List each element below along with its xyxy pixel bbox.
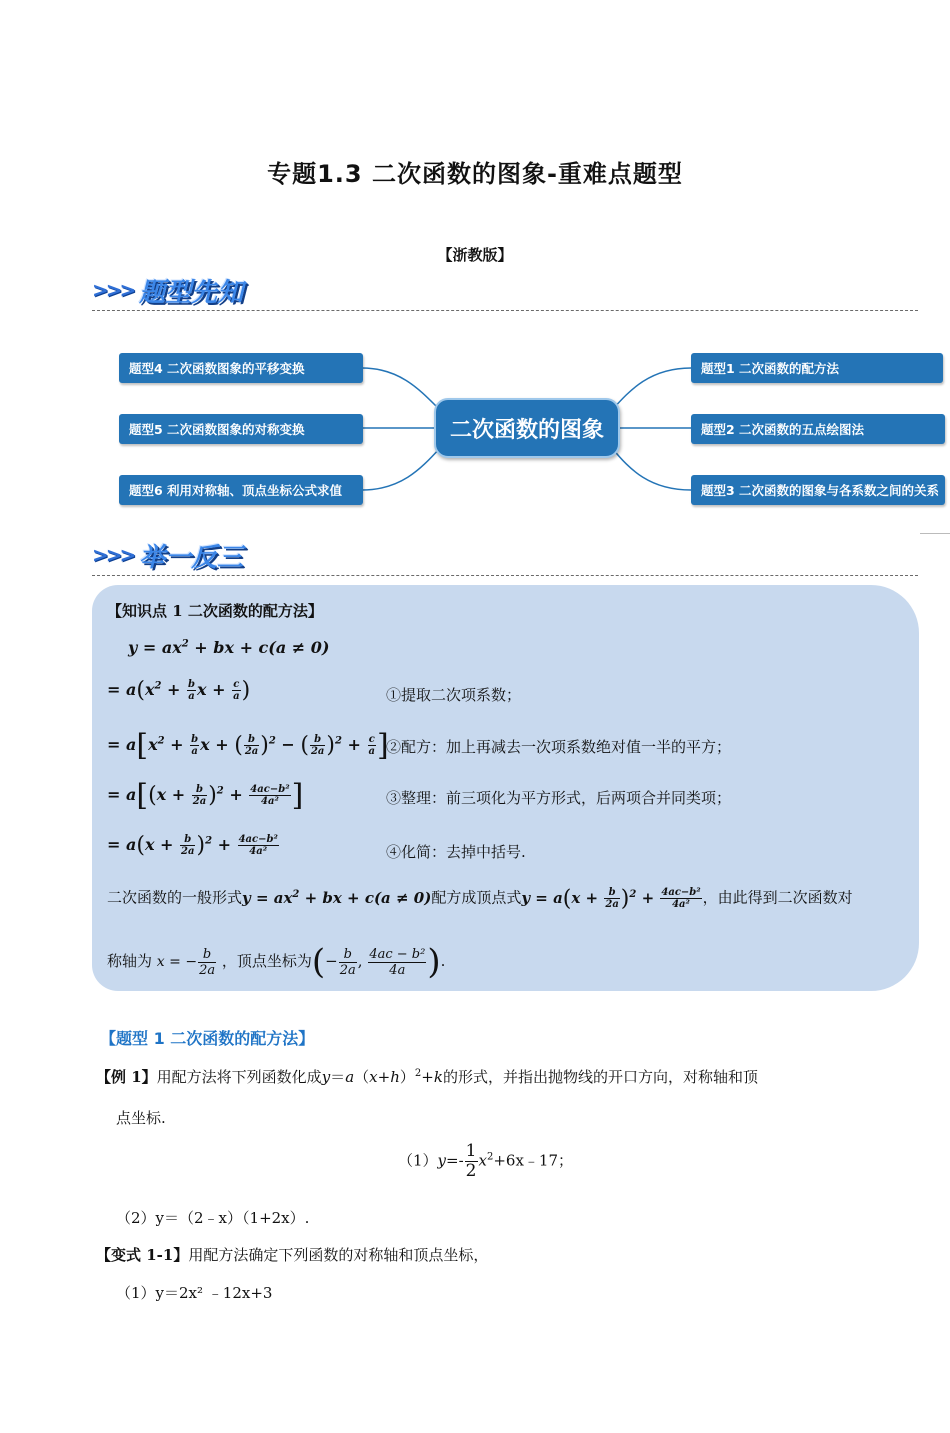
page-edge-line [920, 533, 950, 534]
vertex-label: ，顶点坐标为 [221, 952, 312, 970]
triple-arrow-icon: >>> [92, 278, 134, 302]
mindmap-node-type4: 题型4 二次函数图象的平移变换 [119, 353, 363, 383]
mindmap-node-type3: 题型3 二次函数的图象与各系数之间的关系 [691, 475, 945, 505]
mindmap-node-type2: 题型2 二次函数的五点绘图法 [691, 414, 945, 444]
type1-title: 【题型 1 二次函数的配方法】 [100, 1029, 315, 1048]
divider [92, 575, 918, 576]
formula-step2: = $a[x^2$ + $\frac{b}{a}$ x + ( $\frac{b}{2a}$ )$^2$ − ( $\frac{b}{2a}$ )$^2$ + $\frac{c}{a}$ ] [107, 728, 389, 763]
example1-tag: 【例 1】 [96, 1068, 157, 1086]
summary-line: 二次函数的一般形式$y = ax^2$ + bx + c(a ≠ 0)配方成顶点式y = a(x + $\frac{b}{2a}$ )$^2$ + $\frac{\text{4ac−b²}}{\text{4a²}}$ ，由此得到二次函数对 [107, 886, 853, 911]
variant-tag: 【变式 1-1】 [96, 1246, 189, 1264]
example1-q2: （2）y＝（2﹣x）（1+2x）. [116, 1209, 310, 1227]
variant1-1-q1: （1）y＝2x² ﹣12x+3 [116, 1284, 273, 1302]
section-header-practice [92, 535, 243, 575]
example1-text-c: 点坐标. [116, 1109, 166, 1127]
q1-prefix: （1） [398, 1151, 438, 1170]
variant1-1 [96, 1244, 488, 1265]
formula-general: $y = ax^2$ + bx + c(a ≠ 0) [128, 638, 330, 657]
mindmap-node-type5: 题型5 二次函数图象的对称变换 [119, 414, 363, 444]
mindmap-node-type1: 题型1 二次函数的配方法 [691, 353, 943, 383]
axis-vertex-line: 称轴为 x = − $\frac{b}{2a}$ ，顶点坐标为(− $\frac{b}{2a}$ , $\frac{\text{4ac − b²}}{4a}$ ). [107, 942, 446, 982]
q1-tail: +6x﹣17； [493, 1151, 574, 1170]
axis-label: 称轴为 [107, 952, 153, 970]
note-step3: ③整理：前三项化为平方形式，后两项合并同类项； [386, 789, 732, 807]
example1-text-a: 用配方法将下列函数化成 [156, 1068, 322, 1086]
note-step2: ②配方：加上再减去一次项系数绝对值一半的平方； [386, 738, 732, 756]
variant-text: 用配方法确定下列函数的对称轴和顶点坐标， [188, 1246, 489, 1264]
section-title-practice: 举一反三 [139, 542, 244, 573]
divider [92, 310, 918, 311]
section-header-overview [92, 270, 243, 310]
summary-text-a: 二次函数的一般形式 [107, 888, 243, 907]
note-step4: ④化简：去掉中括号. [386, 843, 526, 861]
note-step1: ①提取二次项系数； [386, 686, 522, 704]
summary-text-b: 配方成顶点式 [431, 888, 522, 907]
formula-step4: = a(x + $\frac{b}{2a}$ )$^2$ + $\frac{\text{4ac−b²}}{\text{4a²}}$ [107, 833, 278, 858]
formula-step1: = $a(x^2$ + $\frac{b}{a}$ x + $\frac{c}{a}$ ) [107, 678, 251, 703]
knowledge-heading: 【知识点 1 二次函数的配方法】 [107, 602, 323, 620]
triple-arrow-icon: >>> [92, 543, 134, 567]
section-title-overview: 题型先知 [139, 277, 244, 308]
example1-text-b: 的形式，并指出抛物线的开口方向，对称轴和顶 [442, 1068, 758, 1086]
formula-step3: = a[(x + $\frac{b}{2a}$ )$^2$ + $\frac{\text{4ac−b²}}{\text{4a²}}$ ] [107, 778, 304, 813]
edition-label: 【浙教版】 [437, 246, 513, 264]
example1: 【例 1】用配方法将下列函数化成$y=a(x+h)^2+k$的形式，并指出抛物线的开口方向，对称轴和顶 [96, 1068, 758, 1086]
summary-text-c: ，由此得到二次函数对 [702, 888, 853, 907]
mindmap-node-type6: 题型6 利用对称轴、顶点坐标公式求值 [119, 475, 363, 505]
page-title: 专题1.3 二次函数的图象-重难点题型 [267, 160, 683, 188]
example1-q1: （1）y=- $\frac{1}{2}$ $x^2+6x﹣17$； [398, 1141, 574, 1181]
mindmap-center: 二次函数的图象 [434, 398, 620, 458]
